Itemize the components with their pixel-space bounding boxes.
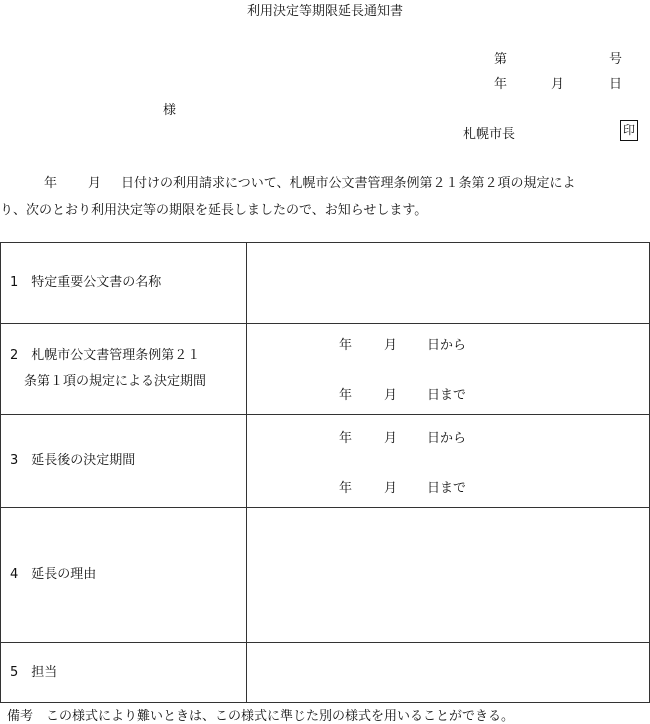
- from-month-label: 月: [384, 338, 398, 353]
- row-value-reason[interactable]: [247, 508, 650, 643]
- body-year-label: 年: [44, 176, 58, 191]
- body-line-1-text: 日付けの利用請求について、札幌市公文書管理条例第２１条第２項の規定によ: [121, 176, 576, 191]
- from-year-label: 年: [339, 338, 353, 353]
- table-row-title: [1, 243, 650, 324]
- row-label-original-period-line-2: 条第１項の規定による決定期間: [24, 374, 207, 389]
- seal-mark: 印: [620, 120, 638, 141]
- date-month-label: 月: [551, 77, 565, 92]
- extended-period-from: [247, 427, 649, 447]
- row-value-title[interactable]: [247, 243, 650, 324]
- row-label-original-period-line-1: 2 札幌市公文書管理条例第２１: [10, 348, 201, 363]
- table-row-original-period: [1, 324, 650, 415]
- table-row-reason: [1, 508, 650, 643]
- row-value-original-period[interactable]: [247, 324, 650, 415]
- row-label-reason: 4 延長の理由: [1, 508, 247, 643]
- from-day-label: 日から: [427, 338, 467, 353]
- date-day-label: 日: [609, 77, 623, 92]
- document-title: 利用決定等期限延長通知書: [246, 4, 403, 19]
- from-year-label: 年: [339, 431, 353, 446]
- to-month-label: 月: [384, 388, 398, 403]
- row-label-extended-period: 3 延長後の決定期間: [1, 415, 247, 508]
- to-day-label: 日まで: [427, 388, 467, 403]
- body-line-2: り、次のとおり利用決定等の期限を延長しましたので、お知らせします。: [0, 203, 428, 218]
- to-year-label: 年: [339, 481, 353, 496]
- original-period-to: [247, 384, 649, 404]
- table-row-contact: [1, 643, 650, 703]
- row-value-contact[interactable]: [247, 643, 650, 703]
- notice-table: [0, 242, 650, 703]
- row-label-contact: 5 担当: [1, 643, 247, 703]
- table-row-extended-period: [1, 415, 650, 508]
- to-day-label: 日まで: [427, 481, 467, 496]
- row-label-original-period: [1, 324, 247, 415]
- number-prefix: 第: [494, 52, 508, 67]
- from-month-label: 月: [384, 431, 398, 446]
- number-suffix: 号: [609, 52, 623, 67]
- extended-period-to: [247, 477, 649, 497]
- sender-name: 札幌市長: [463, 127, 516, 142]
- from-day-label: 日から: [427, 431, 467, 446]
- date-year-label: 年: [494, 77, 508, 92]
- row-value-extended-period[interactable]: [247, 415, 650, 508]
- to-month-label: 月: [384, 481, 398, 496]
- to-year-label: 年: [339, 388, 353, 403]
- addressee-suffix: 様: [163, 103, 177, 118]
- body-month-label: 月: [88, 176, 102, 191]
- original-period-from: [247, 334, 649, 354]
- row-label-title: 1 特定重要公文書の名称: [1, 243, 247, 324]
- footnote: 備考 この様式により難いときは、この様式に準じた別の様式を用いることができる。: [7, 709, 515, 724]
